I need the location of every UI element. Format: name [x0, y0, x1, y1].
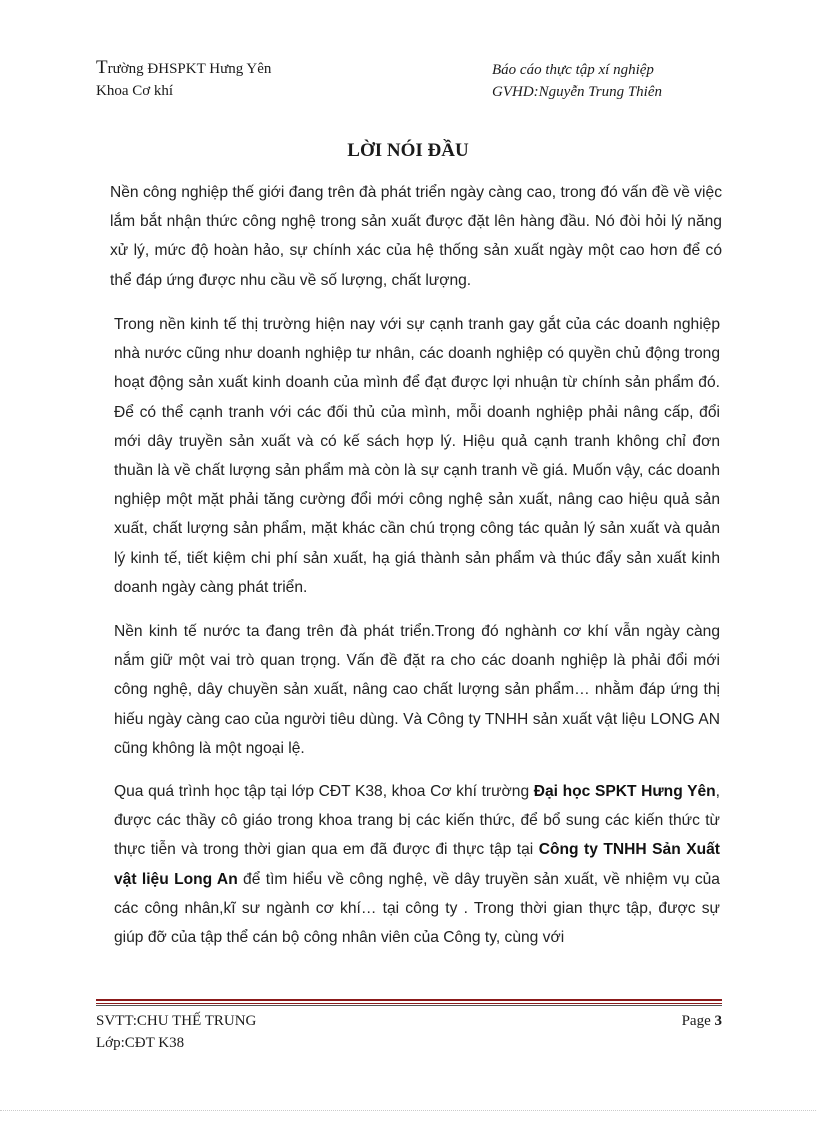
page-number: 3	[714, 1013, 722, 1029]
report-title: Báo cáo thực tập xí nghiệp	[492, 62, 654, 78]
paragraph-2: Trong nền kinh tế thị trường hiện nay với sự cạnh tranh gay gắt của các doanh nghiệp nhà nước cũng như doanh nghiệp tư nhân, các doanh nghiệp có quyền chủ động trong hoạt động sản xuất kinh doanh của mình để đạt được lợi nhuận từ chính sản phẩm đó. Để có thể cạnh tranh với các đối thủ của mình, mỗi doanh nghiệp phải nâng cấp, đổi mới dây truyền sản xuất và có kế sách hợp lý. Hiệu quả cạnh tranh không chỉ đơn thuần là về chất lượng sản phẩm mà còn là sự cạnh tranh về giá. Muốn vậy, các doanh nghiệp một mặt phải tăng cường đổi mới công nghệ sản xuất, nâng cao hiệu quả sản xuất, chất lượng sản phẩm, mặt khác cần chú trọng công tác quản lý sản xuất và quản lý kinh tế, tiết kiệm chi phí sản xuất, hạ giá thành sản phẩm và thúc đẩy sản xuất kinh doanh ngày càng phát triển.	[114, 316, 720, 596]
paragraph-4-text-1: Qua quá trình học tập tại lớp CĐT K38, khoa Cơ khí trường	[114, 783, 534, 800]
footer-rule-thin	[96, 1003, 722, 1004]
footer-left	[96, 1010, 256, 1054]
school-name	[96, 57, 271, 80]
paragraph-4-text-2: , được các thầy cô giáo trong khoa trang bị các kiến thức, để bổ sung các kiến thức từ thực tiễn và trong thời gian qua em đã được đi thực tập tại	[114, 783, 721, 859]
page-number-block	[660, 1010, 722, 1032]
header-right	[492, 59, 662, 103]
paragraph-1: Nền công nghiệp thế giới đang trên đà phát triển ngày càng cao, trong đó vấn đề về việc lắm bắt nhận thức công nghệ trong sản xuất được đặt lên hàng đầu. Nó đòi hỏi lý năng xử lý, mức độ hoàn hảo, sự chính xác của hệ thống sản xuất ngày một cao hơn để có thể đáp ứng được nhu cầu về số lượng, chất lượng.	[110, 184, 722, 289]
page-bottom-dotted-line	[0, 1110, 816, 1111]
paragraph-3: Nền kinh tế nước ta đang trên đà phát triển.Trong đó nghành cơ khí vẫn ngày càng nắm giữ một vai trò quan trọng. Vấn đề đặt ra cho các doanh nghiệp là phải đổi mới công nghệ, dây chuyền sản xuất, nâng cao chất lượng sản phẩm… nhằm đáp ứng thị hiếu ngày càng cao của người tiêu dùng. Và Công ty TNHH sản xuất vật liệu LONG AN cũng không là một ngoại lệ.	[114, 623, 720, 757]
page-label: Page	[681, 1013, 711, 1029]
header-left	[96, 57, 271, 102]
class-name: Lớp:CĐT K38	[96, 1035, 185, 1051]
school-initial: T	[96, 57, 108, 78]
paragraph-4	[114, 777, 720, 952]
advisor-name: GVHD:Nguyễn Trung Thiên	[492, 84, 662, 100]
page-title: LỜI NÓI ĐẦU	[347, 140, 469, 161]
school-name-rest: rường ĐHSPKT Hưng Yên	[107, 61, 272, 77]
student-name: SVTT:CHU THẾ TRUNG	[96, 1013, 257, 1029]
footer-rule-gray	[96, 1005, 722, 1006]
footer-rule-thick	[96, 999, 722, 1001]
faculty-name: Khoa Cơ khí	[96, 83, 174, 99]
paragraph-4-text-3: để tìm hiểu về công nghệ, về dây truyền sản xuất, về nhiệm vụ của các công nhân,kĩ sư ngành cơ khí… tại công ty . Trong thời gian thực tập, được sự giúp đỡ của tập thể cán bộ công nhân viên của Công ty, cùng với	[114, 870, 720, 947]
university-name: Đại học SPKT Hưng Yên	[533, 783, 716, 800]
company-name: Công ty TNHH Sản Xuất vật liệu Long An	[114, 841, 720, 888]
